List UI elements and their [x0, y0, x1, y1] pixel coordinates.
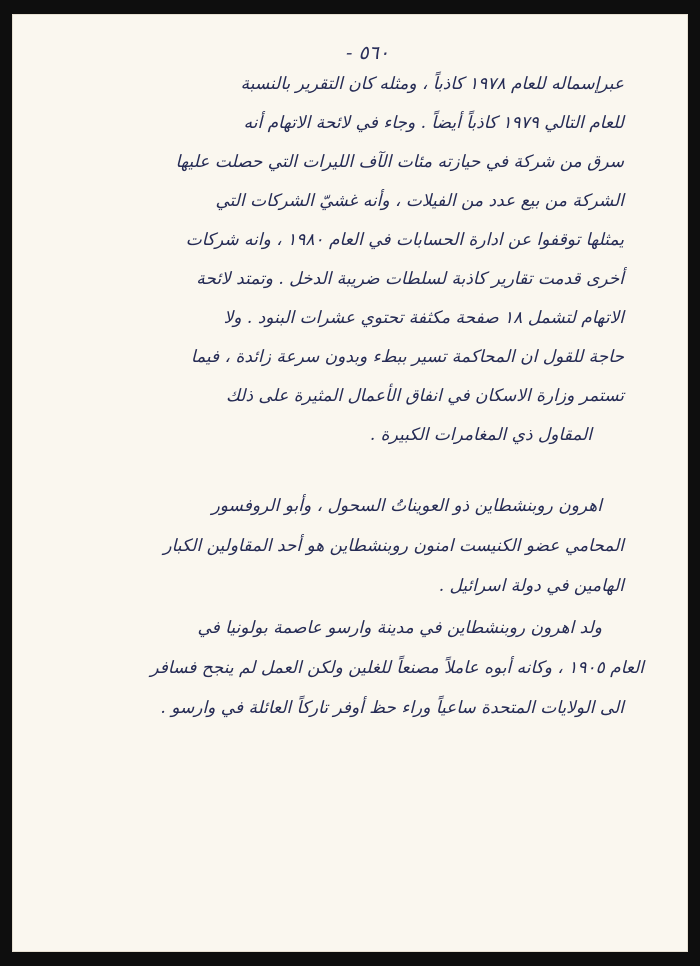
paragraph-1-line-1: عبرإسماله للعام ١٩٧٨ كاذباً ، ومثله كان التقرير بالنسبة: [240, 74, 624, 94]
paragraph-2-line-1: اهرون روبنشطاين ذو العويناتُ السحول ، وأبو الروفسور: [211, 496, 602, 516]
paragraph-1-line-3: سرق من شركة في حيازته مئات الآف الليرات التي حصلت عليها: [175, 152, 624, 172]
paragraph-1-line-5: يمثلها توقفوا عن ادارة الحسابات في العام ١٩٨٠ ، وانه شركات: [185, 230, 624, 250]
paragraph-1-line-4: الشركة من بيع عدد من الفيلات ، وأنه غشيّ الشركات التي: [215, 191, 624, 211]
paragraph-1-line-9: تستمر وزارة الاسكان في انفاق الأعمال المثيرة على ذلك: [225, 386, 624, 406]
paragraph-1-line-2: للعام التالي ١٩٧٩ كاذباً أيضاً . وجاء في لائحة الاتهام أنه: [243, 113, 624, 133]
paragraph-3-line-3: الى الولايات المتحدة ساعياً وراء حظ أوفر تاركاً العائلة في وارسو .: [160, 698, 624, 718]
paragraph-2-line-2: المحامي عضو الكنيست امنون روبنشطاين هو أحد المقاولين الكبار: [163, 536, 624, 556]
paragraph-1-line-8: حاجة للقول ان المحاكمة تسير ببطء وبدون سرعة زائدة ، فيما: [190, 347, 624, 367]
manuscript-page: [12, 14, 688, 952]
paragraph-3-line-2: العام ١٩٠٥ ، وكانه أبوه عاملاً مصنعاً للغلين ولكن العمل لم ينجح فسافر: [150, 658, 644, 678]
paragraph-1-line-6: أخرى قدمت تقارير كاذبة لسلطات ضريبة الدخل . وتمتد لائحة: [196, 269, 624, 289]
paragraph-2-line-3: الهامين في دولة اسرائيل .: [438, 576, 624, 596]
paragraph-1-line-10: المقاول ذي المغامرات الكبيرة .: [369, 425, 592, 445]
paragraph-1-line-7: الاتهام لتشمل ١٨ صفحة مكثفة تحتوي عشرات البنود . ولا: [223, 308, 624, 328]
page-number: ٥٦٠ -: [346, 42, 390, 64]
paragraph-3-line-1: ولد اهرون روبنشطاين في مدينة وارسو عاصمة بولونيا في: [197, 618, 602, 638]
